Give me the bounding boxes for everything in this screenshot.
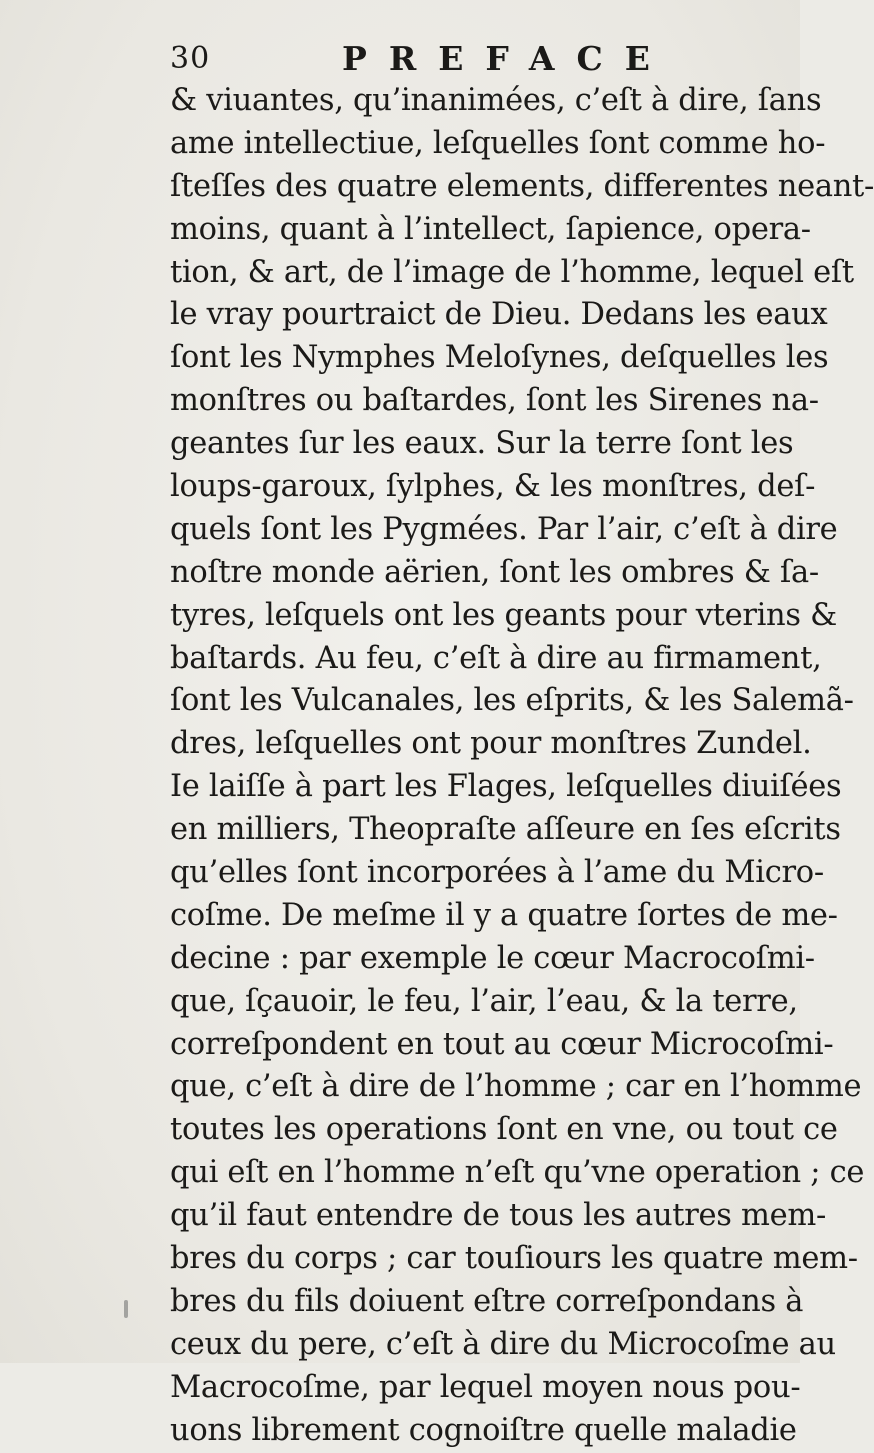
text-line: que, ſçauoir, le feu, l’air, l’eau, & la terre, xyxy=(170,983,798,1019)
text-line: qu’elles ſont incorporées à l’ame du Micro- xyxy=(170,855,824,891)
text-line: toutes les operations ſont en vne, ou tout ce xyxy=(170,1112,838,1148)
text-line: ceux du pere, c’eſt à dire du Microcoſme au xyxy=(170,1326,836,1362)
text-line: quels ſont les Pygmées. Par l’air, c’eſt à dire xyxy=(170,511,838,547)
text-line: tion, & art, de l’image de l’homme, lequel eſt xyxy=(170,254,854,290)
text-line: Macrocoſme, par lequel moyen nous pou- xyxy=(170,1369,801,1405)
text-line: & viuantes, qu’inanimées, c’eſt à dire, ſans xyxy=(170,83,822,118)
text-line: uons librement cognoiſtre quelle maladie xyxy=(170,1412,797,1448)
text-line: en milliers, Theopraſte aſſeure en ſes eſcrits xyxy=(170,812,841,848)
body-text xyxy=(170,80,874,1453)
text-line: qui eſt en l’homme n’eſt qu’vne operation ; ce xyxy=(170,1155,865,1191)
page-header xyxy=(170,40,770,78)
text-line: que, c’eſt à dire de l’homme ; car en l’homme xyxy=(170,1069,862,1105)
text-line: noſtre monde aërien, ſont les ombres & ſa- xyxy=(170,554,819,590)
text-line: coſme. De meſme il y a quatre ſortes de me- xyxy=(170,897,838,933)
text-line: geantes ſur les eaux. Sur la terre ſont les xyxy=(170,426,794,462)
text-line: ſont les Nymphes Meloſynes, deſquelles les xyxy=(170,340,829,376)
text-line: Ie laiſſe à part les Flages, leſquelles diuiſées xyxy=(170,769,842,805)
text-line: bres du corps ; car touſiours les quatre mem- xyxy=(170,1241,858,1277)
text-line: decine : par exemple le cœur Macrocoſmi- xyxy=(170,940,815,976)
text-line: qu’il faut entendre de tous les autres mem- xyxy=(170,1198,827,1234)
text-line: ſteſſes des quatre elements, differentes neant- xyxy=(170,168,874,204)
text-line: ame intellectiue, leſquelles ſont comme ho- xyxy=(170,125,826,161)
text-line: dres, leſquelles ont pour monſtres Zundel. xyxy=(170,726,812,762)
text-line: tyres, leſquels ont les geants pour vterins & xyxy=(170,597,838,633)
text-line: le vray pourtraict de Dieu. Dedans les eaux xyxy=(170,297,828,333)
text-line: loups-garoux, ſylphes, & les monſtres, deſ- xyxy=(170,469,816,505)
ink-mark xyxy=(124,1300,128,1318)
text-line: monſtres ou baſtardes, ſont les Sirenes na- xyxy=(170,383,819,419)
text-line: baſtards. Au feu, c’eſt à dire au firmament, xyxy=(170,640,822,676)
text-line: ſont les Vulcanales, les eſprits, & les Salemã- xyxy=(170,683,854,719)
running-head: PREFACE xyxy=(342,39,672,78)
text-line: moins, quant à l’intellect, ſapience, opera- xyxy=(170,211,811,247)
page-number: 30 xyxy=(170,41,211,76)
text-line: correſpondent en tout au cœur Microcoſmi- xyxy=(170,1026,834,1062)
text-line: bres du fils doiuent eſtre correſpondans à xyxy=(170,1283,804,1319)
